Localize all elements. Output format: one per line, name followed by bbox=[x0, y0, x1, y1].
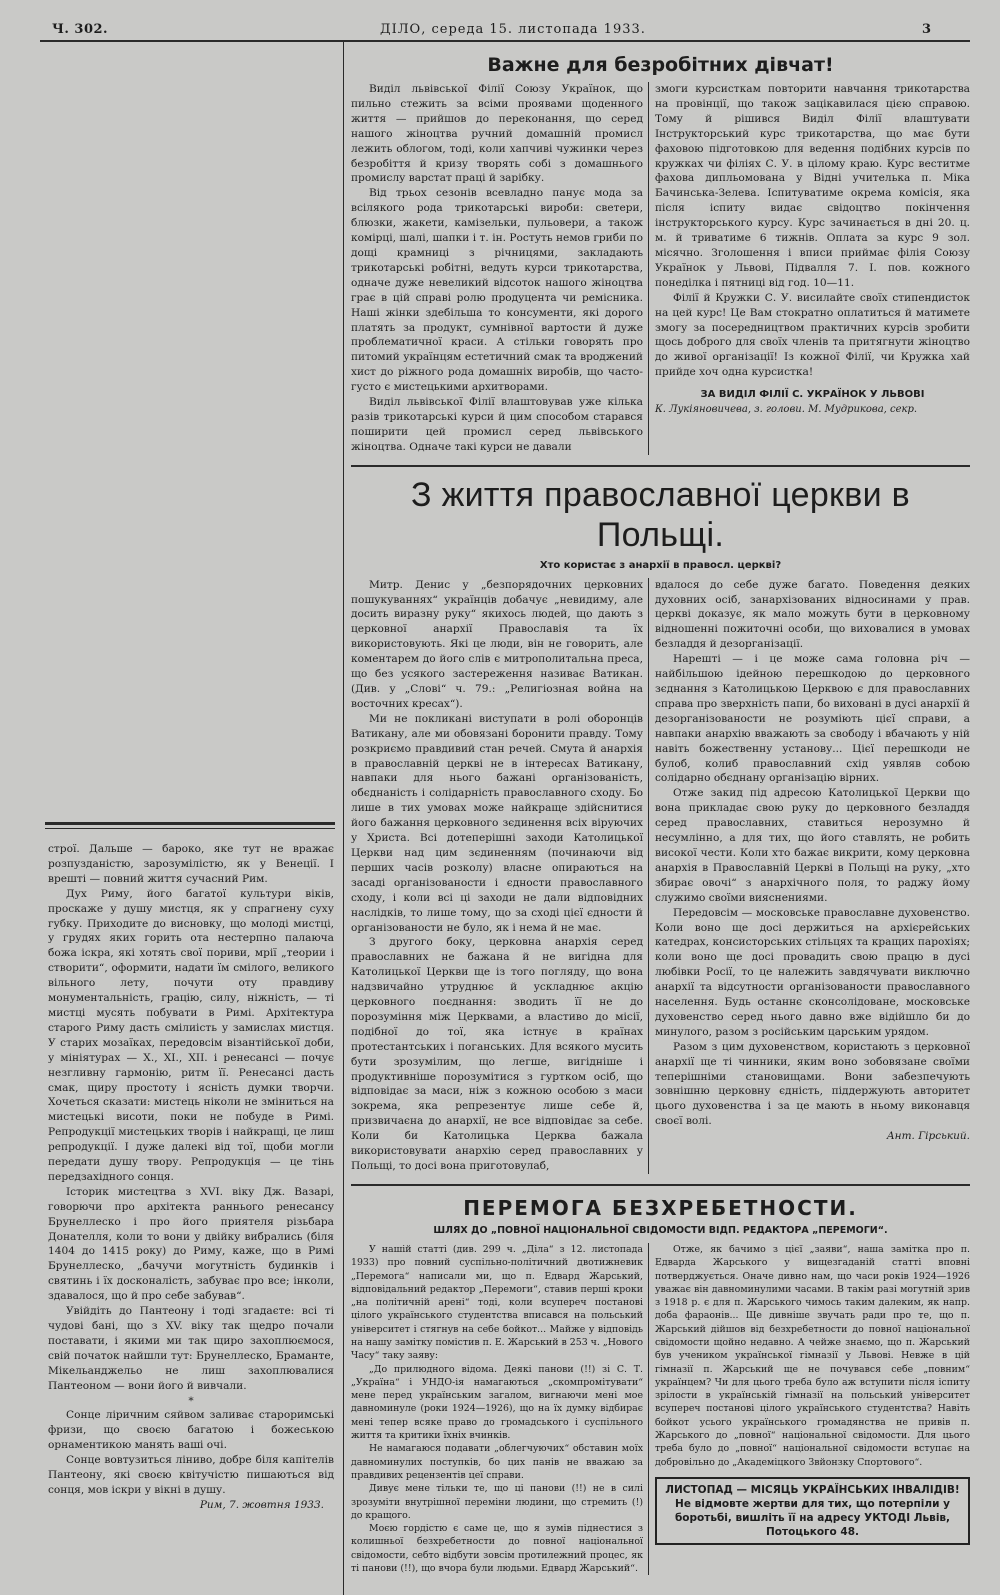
paragraph: „До прилюдного відома. Деякі панови (!!) зі С. Т. „Україна“ і УНДО-ія намагаються „скомпромітувати“ мене перед українським загалом, вигнаючи мені мое давноминуле (роки 1924—1926), що на їх думку відбирає мені тепер всяке право до громадського і суспільного життя та критики їхніх вчинків. bbox=[351, 1363, 643, 1442]
asterisk-divider: * bbox=[188, 1394, 194, 1407]
article-subtitle: Хто користає з анархії в правосл. церкві? bbox=[539, 559, 782, 571]
article-column bbox=[649, 1243, 970, 1575]
issue-number: Ч. 302. bbox=[52, 22, 109, 37]
paragraph: Дух Риму, його багатої культури віків, проскаже у душу мистця, як у спрагнену суху губку. Приходите до висновку, що молоді мистці, у грудях яких горить ота нестерпно палаюча божа іскра, які хотять свої пориви, мрії „теории і створити“, оформити, надати їм смілого, великого вільного лету, почути оту правдиву монументальність, грацію, силу, ніжність, — ті мистці мусять побувати в Римі. Архітектура старого Риму дасть смілиість у замислах мистця. У старих мозаїках, передовсім візантійської доби, у мініятурах — X., XI., XII. і ренесансі — почує незгливну гармонію, ритм її. Ренесансі дасть смак, щиру простоту і ясність думки творчи. Хочеться сказати: мистець ніколи не зміниться на мистецькі висоти, поки не побуде в Римі. Репродукції мистецьких творів і найкращі, це лиш репродукції. І дуже далекі від тої, щоби могли передати душу твору. Репродукція — це тінь передзахідного сонця. bbox=[48, 887, 334, 1183]
paragraph: Нарешті — і це може сама головна річ — найбільшою ідейною перешкодою до церковного зєднання з Католицькою Церквою є для православних справа про зверхність папи, бо виховані в дусі анархії й дезорганізованости не розуміють цієї справи, а навпаки анархію вважають за свободу і вбачають у ній навіть божественну установу... Цієї перешкоди не булоб, колиб православний схід уявляв собою солідарно обєднану організацію вірних. bbox=[655, 653, 970, 785]
paragraph: Виділ львівської Філії влаштовував уже кілька разів трикотарські курси й цим способом старався поширити цей промисл серед львівського жіноцтва. Одначе такі курси не давали bbox=[351, 396, 643, 453]
article-column bbox=[351, 578, 649, 1174]
paragraph: Увійдіть до Пантеону і тоді згадаєте: всі ті чудові бані, що з XV. віку так щедро почали поставати, і якими ми так щиро захоплюємося, свій початок найшли тут: Брунеллеско, Браманте, Мікельанджельо не лиш захоплювалися Пантеоном — вони його й вивчали. bbox=[48, 1305, 334, 1392]
article-title: ПЕРЕМОГА БЕЗХРЕБЕТНОСТИ. bbox=[463, 1195, 858, 1220]
paragraph: Митр. Денис у „безпорядочних церковних пошукуваннях“ українців добачує „невидиму, але досить виразну руку“ якихось людей, що дають з церковної анархії Православія та їх використовують. Які це люди, він не говорить, але коментарем до його слів є митрополитальна преса, що без усякого застереження називає Ватикан. (Див. у „Слові“ ч. 79.: „Религіозная война на восточних кресах“). bbox=[351, 578, 643, 710]
paragraph: Від трьох сезонів всевладно панує мода за всілякого рода трикотарські вироби: светери, блюзки, жакети, камізельки, пульовери, а також комірці, шалі, шапки і т. ін. Ростуть немов гриби по дощі крамниці з річницями, закладають трикотарські робітні, ведуть курси трикотарства, одначе дуже невеликий відсоток нашого жіноцтва грає в цій справі ролю продуцента чи ремісника. Наші жінки здебільша то консументи, які дорого платять за продукт, сумнівної вартости й дуже проблематичної краси. А стільки говорять про питомий українцям естетичний смак та вроджений хист до ріжного рода домашніх виробів, що часто-густо є мистецькими архитворами. bbox=[351, 187, 643, 394]
section-rule-thin bbox=[45, 828, 335, 829]
paragraph: У нашій статті (див. 299 ч. „Діла“ з 12. листопада 1933) про повний суспільно-політичний двотижневик „Перемога“ написали ми, що п. Едвард Жарський, відповідальний редактор „Перемоги“, ставив перші кроки „на політичній арені“ тоді, коли всупереч постанові цілого українського студентства вписався на польський університет і стягнув на себе бойкот... Майже у відповідь на нашу замітку помістив п. Е. Жарський в 253 ч. „Нового Часу“ таку заяву: bbox=[351, 1243, 643, 1362]
article-column bbox=[351, 1243, 649, 1575]
paragraph: Сонце вовтузиться ліниво, добре біля капітелів Пантеону, які своєю квітучістю пишаються від сонця, мов іскри у вікні в душу. bbox=[48, 1454, 334, 1496]
paragraph: Не намагаюся подавати „облегчуючих“ обставин моїх давноминулих поступків, бо цих панів не вважаю за правдивих рецензентів цеї справи. bbox=[351, 1443, 643, 1481]
paragraph: Ми не покликані виступати в ролі оборонців Ватикану, але ми обовязані боронити правду. Тому розкриємо правдивий стан речей. Смута й анархія в православній церкві не в інтересах Ватикану, навпаки для нього бажані організованість, обєднаність і солідарність православного сходу. Бо лише в тих умовах може найкраще здійснитися його бажання церковного зєдинення всіх віруючих у Христа. Всі дотеперішні заходи Католицької Церкви над цим зєдиненням (починаючи від перших часів розколу) власне опираються на засаді організованости і єдности православного сходу, і коли всі ці заходи не дали відповідних наслідків, то лише тому, що за сході цієї єдности й організованости не було, як і нема й не має. bbox=[351, 712, 643, 934]
left-column-article bbox=[45, 842, 335, 1513]
article-column bbox=[649, 82, 970, 455]
right-column bbox=[343, 42, 970, 1595]
article-column bbox=[351, 82, 649, 455]
paragraph: Сонце ліричним сяйвом заливає староримські фризи, що своєю багатою і божеською орнаментикою манять ваші очі. bbox=[48, 1409, 334, 1452]
paragraph: строї. Дальше — бароко, яке тут не вражає розпузданістю, зарозумілістю, як у Венеції. І врешті — повний життя сучасний Рим. bbox=[48, 843, 334, 885]
signature-org: ЗА ВИДІЛ ФІЛІЇ С. УКРАЇНОК У ЛЬВОВІ bbox=[700, 389, 925, 401]
signature: Ант. Гірський. bbox=[886, 1130, 970, 1143]
article-columns bbox=[351, 578, 970, 1174]
paragraph: Отже закид під адресою Католицької Церкви що вона прикладає свою руку до церковного безладдя серед православних, ставиться нерозумно й несумлінно, а для тих, що його ставлять, не робить високої чести. Коли хто бажає викрити, кому церковна анархія в Православній Церкві в Польщі на руку, „хто збирає овочі“ з анархічного поля, то раджу йому служимо своїми вияснениями. bbox=[655, 787, 970, 904]
paragraph: Отже, як бачимо з цієї „заяви“, наша замітка про п. Едварда Жарського у вищезгаданій статті вповні потверджується. Оначе дивно нам, що часи років 1924—1926 уважає він давноминулими часами. В такім разі могутній зрив з 1918 р. є для п. Жарського чимось таким далеким, як напр. доба фараонів... Ще дивніше звучать ради про те, що п. Жарський дійшов від безхребетности до повної національної свідомости щойно недавно. А чейже знаємо, що п. Жарський був учеником української гімназії у Львові. Невже в цій гімназії п. Жарський ще не почувався себе „повним“ українцем? Чи для цього треба було аж вступити після іспиту зрілости в українській гімназії на польський університет всупереч постанові цілого українського студентства? Навіть бойкот усього українського громадянства не привів п. Жарського до „повної“ національної свідомости. Для цього треба було до „повної“ національної свідомости вступає на добровільно до „Академіцкого Звйонзку Спортового“. bbox=[655, 1243, 970, 1468]
paragraph: Моєю гордістю є саме це, що я зумів піднестися з колишньої безхребетности до повної національної свідомости, себто відбути зовсім протилежний процес, як ті панови (!!), що вчора були людьми. Едвард Жарський“. bbox=[351, 1523, 643, 1575]
signature-names: К. Лукіяновичева, з. голови. М. Мудрикова, секр. bbox=[655, 404, 918, 416]
page-number: 3 bbox=[922, 22, 932, 37]
section-rule bbox=[351, 1184, 970, 1186]
article-orthodox-church bbox=[351, 475, 970, 1186]
paragraph: вдалося до себе дуже багато. Поведення деяких духовних осіб, занархізованих відносинами у прав. церкві доказує, як мало можуть бути в церковному відношенні пожиточні особи, що виховалися в умовах безладдя й дезорганізації. bbox=[655, 578, 970, 651]
left-column bbox=[45, 822, 335, 1533]
article-columns bbox=[351, 1243, 970, 1575]
paragraph: Передовсім — московське православне духовенство. Коли воно ще досі держиться на архієрейських катедрах, консисторських стільцях та кращих парохіях; коли воно ще досі провадить свою працю в дусі любівки Росії, то це належить завдячувати виключно анархії та відсутности організованости православного населення. Будь останнє сконсолідоване, московське духовенство серед нього давно вже відійшло би до минулого, разом з російським царським урядом. bbox=[655, 906, 970, 1038]
paragraph: Історик мистецтва з XVI. віку Дж. Вазарі, говорючи про архітекта раннього ренесансу Брунеллеско і про його приятеля різьбара Донателля, коли то вони у двійку вибрались (біля 1404 до 1415 року) до Риму, каже, що в Римі Брунеллеско, „бачучи могутність будинків і святинь і їх досконалість, забуває про все; інколи, здавалося, що й про себе забував“. bbox=[48, 1185, 334, 1303]
paragraph: З другого боку, церковна анархія серед православних не бажана й не вигідна для Католицької Церкви ще із того погляду, що вона надзвичайно утруднює й ускладнює акцію церковного поєднання: зводить її не до порозуміння між Церквами, а властиво до місії, подібної до тої, яка істнує в країнах протестантських і поганських. Для всякого мусить бути зрозумілим, що легше, вигідніше і продуктивніше порозумітися з гуртком осіб, що відповідає за маси, ніж з кожною особою з маси зокрема, яка репрезентує лише себе й, призвичаєна до анархії, не все відповідає за себе. Коли би Католицька Церква бажала використовувати анархію серед православних у Польщі, то досі вона приготовулаб, bbox=[351, 936, 643, 1172]
paragraph: Філії й Кружки С. У. висилайте своїх стипендисток на цей курс! Це Вам стократно оплатиться й матимете змогу за посередництвом практичних курсів зробити щось доброго для своїх членів та притягнути жіноцтво до живої організації! Із кожної Філії, чи Кружка хай прийде хоч одна курсистка! bbox=[655, 291, 970, 379]
signature: Рим, 7. жовтня 1933. bbox=[199, 1498, 324, 1511]
masthead: ДІЛО, середа 15. листопада 1933. bbox=[380, 22, 646, 37]
section-rule bbox=[351, 465, 970, 467]
paragraph: Разом з цим духовенством, користають з церковної анархії ще ті чинники, яким воно зобовязане своїми теперішніми становищами. Вони забезпечують зовнішню церковну єдність, піддержують авторитет цього духовенства і за це мають в ньому виконавця своєї волі. bbox=[655, 1040, 970, 1128]
article-unemployed-girls bbox=[351, 54, 970, 467]
section-rule bbox=[45, 822, 335, 825]
paragraph: змоги курсисткам повторити навчання трикотарства на провінції, що також зацікавилася цією справою. Тому й рішився Виділ Філії влаштувати Інструкторський курс трикотарства, що має бути фаховою підготовкою для ведення подібних курсів по кружках чи філіях С. У. в цілому краю. Курс веститме фахова дипльомована у Відні учителька п. Міка Бачинська-Зелева. Іспитуватиме окрема комісія, яка після іспиту видає свідоцтво покінчення інструкторського курсу. Курс зачинається в дні 20. ц. м. й триватиме 6 тижнів. Оплата за курс 9 зол. місячно. Зголошення і вписи приймає філія Союзу Українок у Львові, Підвалля 7. І. пов. кожного понеділка і пятниці від год. 10—11. bbox=[655, 83, 970, 289]
article-victory-spinelessness bbox=[351, 1196, 970, 1575]
article-title: Важне для безробітних дівчат! bbox=[487, 54, 834, 76]
article-column bbox=[649, 578, 970, 1174]
article-title: З життя православної церкви в Польщі. bbox=[411, 475, 910, 554]
invalids-notice-box: ЛИСТОПАД — МІСЯЦЬ УКРАЇНСЬКИХ ІНВАЛІДІВ! Не відмовте жертви для тих, що потерпіли у боротьбі, вишліть її на адресу УКТОДІ Львів, Потоцького 48. bbox=[655, 1477, 970, 1545]
paragraph: Виділ львівської Філії Союзу Українок, що пильно стежить за всіми проявами щоденного життя — прийшов до переконання, що серед нашого жіноцтва ручний домашній промисл лежить облогом, тоді, коли хапчиві чужинки через безробіття й кризу творять собі з домашнього промислу варстат праці й зарібку. bbox=[351, 83, 643, 185]
article-columns bbox=[351, 82, 970, 455]
article-subtitle: ШЛЯХ ДО „ПОВНОЇ НАЦІОНАЛЬНОЇ СВІДОМОСТИ ВІДП. РЕДАКТОРА „ПЕРЕМОГИ“. bbox=[433, 1224, 888, 1236]
paragraph: Дивує мене тільки те, що ці панови (!!) не в силі зрозуміти внутрішної переміни людини, що стремить (!) до кращого. bbox=[351, 1483, 643, 1521]
